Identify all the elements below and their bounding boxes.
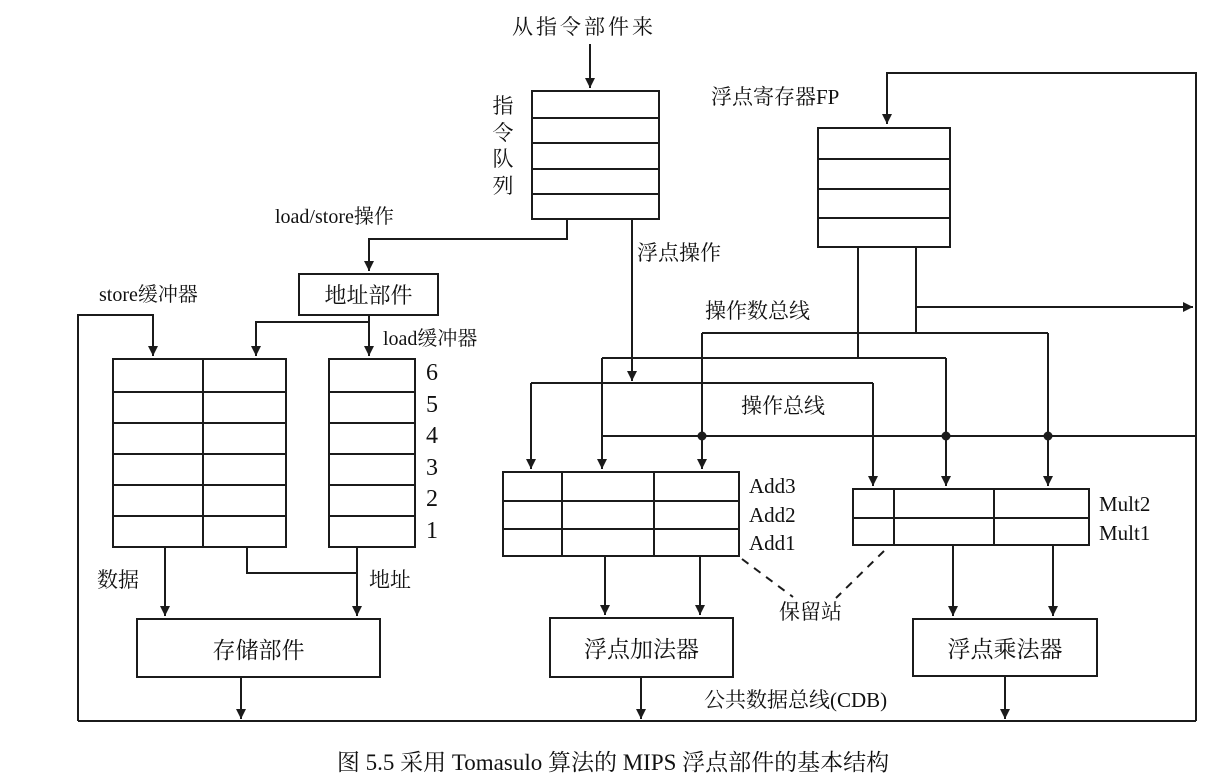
store-buffer-box [112, 358, 287, 548]
slot-cell [504, 528, 561, 555]
store-buffer-address-out [247, 548, 357, 573]
slot-cell [819, 129, 949, 158]
slot-cell [202, 360, 285, 391]
load-buffer-label: load缓冲器 [383, 328, 478, 350]
load-buffer-box [328, 358, 416, 548]
load-slot-number: 1 [426, 517, 438, 544]
fp-operation-label: 浮点操作 [637, 241, 721, 265]
slot-cell [653, 473, 738, 500]
load-slot-number: 6 [426, 360, 438, 386]
slot-cell [114, 422, 202, 453]
junction-dot [698, 432, 707, 441]
mult-station-name: Mult1 [1099, 521, 1151, 545]
slot-cell [114, 360, 202, 391]
mult-station-labels [1099, 490, 1150, 548]
slot-cell [893, 490, 992, 517]
add-reservation-stations-box [502, 471, 740, 557]
reservation-station-label: 保留站 [779, 600, 842, 624]
slot-cell [202, 422, 285, 453]
fp-registers-box [817, 127, 951, 248]
store-buffer-label: store缓冲器 [99, 284, 198, 306]
line-queue-to-address-unit [369, 220, 567, 271]
slot-cell [993, 517, 1088, 544]
slot-cell [330, 360, 414, 391]
slot-cell [653, 500, 738, 527]
common-data-bus-label: 公共数据总线(CDB) [704, 688, 888, 712]
slot-cell [202, 484, 285, 515]
mult-station-name: Mult2 [1099, 492, 1151, 516]
slot-cell [993, 490, 1088, 517]
slot-cell [561, 528, 653, 555]
slot-cell [114, 515, 202, 546]
reservation-station-callout-left [742, 559, 793, 597]
operation-bus-label: 操作总线 [741, 394, 825, 418]
load-slot-number: 4 [426, 423, 438, 450]
slot-cell [533, 168, 658, 193]
fp-multiplier-box [912, 618, 1098, 677]
slot-cell [533, 193, 658, 218]
slot-cell [114, 453, 202, 484]
fp-adder-label: 浮点加法器 [584, 637, 699, 662]
slot-cell [330, 422, 414, 453]
reservation-station-callout-right [836, 551, 884, 598]
slot-cell [893, 517, 992, 544]
slot-cell [114, 391, 202, 422]
instruction-queue-box [531, 90, 660, 220]
slot-cell [561, 500, 653, 527]
fp-registers-label: 浮点寄存器FP [711, 85, 840, 109]
address-label: 地址 [369, 568, 411, 592]
slot-cell [114, 484, 202, 515]
fp-adder-box [549, 617, 734, 678]
slot-cell [504, 500, 561, 527]
mult-reservation-stations-box [852, 488, 1090, 546]
load-slot-number: 2 [426, 486, 438, 513]
slot-cell [854, 517, 893, 544]
load-store-ops-label: load/store操作 [275, 206, 394, 228]
address-unit-box [298, 273, 439, 316]
load-slot-number: 5 [426, 391, 438, 418]
slot-cell [504, 473, 561, 500]
memory-unit-label: 存储部件 [212, 637, 305, 663]
data-label: 数据 [97, 568, 139, 592]
fp-multiplier-label: 浮点乘法器 [947, 637, 1063, 662]
slot-cell [854, 490, 893, 517]
slot-cell [819, 158, 949, 187]
slot-cell [330, 391, 414, 422]
add-station-name: Add1 [749, 531, 796, 556]
slot-cell [653, 528, 738, 555]
figure-caption: 图 5.5 采用 Tomasulo 算法的 MIPS 浮点部件的基本结构 [336, 750, 890, 775]
address-unit-label: 地址部件 [324, 283, 413, 308]
slot-cell [202, 391, 285, 422]
slot-cell [202, 515, 285, 546]
slot-cell [533, 117, 658, 142]
add-station-labels [749, 472, 796, 558]
slot-cell [561, 473, 653, 500]
add-station-name: Add3 [749, 474, 796, 498]
line-address-to-store-buffer [256, 322, 369, 356]
slot-cell [202, 453, 285, 484]
slot-cell [330, 453, 414, 484]
memory-unit-box [136, 618, 381, 678]
slot-cell [533, 92, 658, 117]
add-station-name: Add2 [749, 502, 796, 527]
slot-cell [819, 217, 949, 246]
slot-cell [533, 142, 658, 167]
junction-dot [942, 432, 951, 441]
load-buffer-slot-numbers [420, 358, 444, 548]
load-slot-number: 3 [426, 454, 438, 481]
operand-bus-label: 操作数总线 [705, 299, 810, 323]
slot-cell [330, 484, 414, 515]
from-instruction-unit-label: 从指令部件来 [512, 15, 656, 39]
slot-cell [330, 515, 414, 546]
junction-dot [1044, 432, 1053, 441]
instruction-queue-label: 指令队列 [492, 94, 514, 198]
slot-cell [819, 188, 949, 217]
